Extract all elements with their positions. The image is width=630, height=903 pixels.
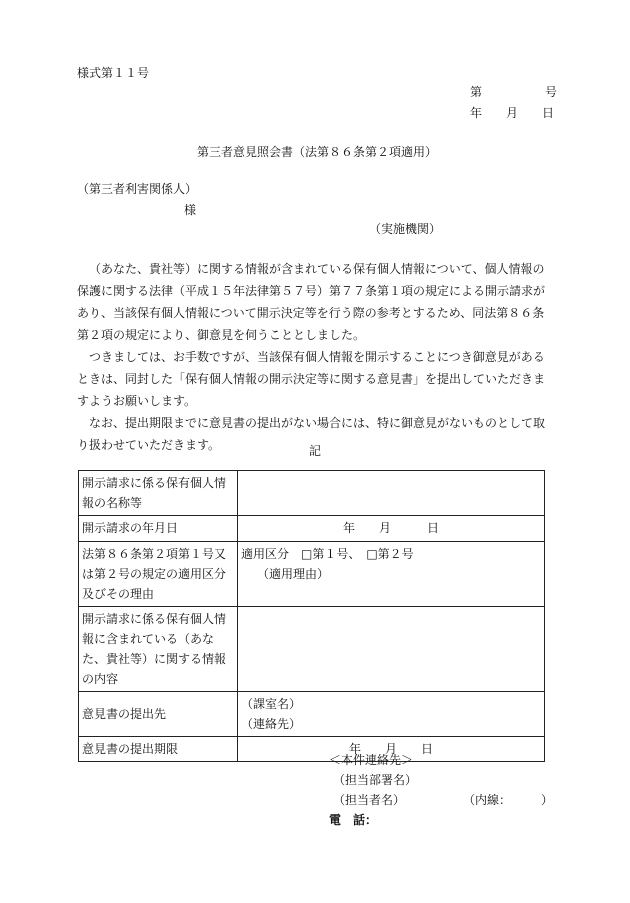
body-paragraph-1: （あなた、貴社等）に関する情報が含まれている保有個人情報について、個人情報の保護に関する法律（平成１５年法律第５７号）第７７条第１項の規定による開示請求があり、当該保有個人情報について開示決定等を行う際の参考とするため、同法第８６条第２項の規定により、御意見を伺うこととしました。 (77, 262, 546, 342)
table-row (79, 516, 545, 542)
contact-person: （担当者名） (333, 793, 406, 807)
contact-department: （担当部署名） (333, 773, 418, 787)
row-request-date-value: 年 月 日 (238, 516, 545, 542)
submission-department: （課室名） (241, 697, 302, 711)
row-info-content-value (238, 607, 545, 692)
row-request-name-value (238, 471, 545, 516)
row-submission-to-value (238, 692, 545, 737)
table-row (79, 542, 545, 607)
row-deadline-value: 年 月 日 (238, 737, 545, 762)
row-submission-to-label: 意見書の提出先 (79, 692, 238, 737)
category-reason: （適用理由） (257, 567, 330, 581)
document-title: 第三者意見照会書（法第８６条第２項適用） (197, 145, 438, 159)
submission-contact: （連絡先） (241, 717, 302, 731)
table-row (79, 737, 545, 762)
body-paragraph-3: なお、提出期限までに意見書の提出がない場合には、特に御意見がないものとして取り扱わせていただきます。 (77, 416, 546, 452)
row-deadline-label: 意見書の提出期限 (79, 737, 238, 762)
ki-heading: 記 (309, 444, 322, 458)
table-row (79, 692, 545, 737)
document-number-line: 第 号 (470, 85, 558, 99)
row-info-content-label: 開示請求に係る保有個人情報に含まれている（あなた、貴社等）に関する情報の内容 (79, 607, 238, 692)
body-text (77, 258, 549, 456)
row-category-label: 法第８６条第２項第１号又は第２号の規定の適用区分及びその理由 (79, 542, 238, 607)
table-row (79, 607, 545, 692)
form-number: 様式第１１号 (77, 66, 150, 80)
document-date-line: 年 月 日 (470, 106, 555, 120)
issuing-agency: （実施機関） (369, 222, 442, 236)
table-row (79, 471, 545, 516)
addressee-label: （第三者利害関係人） (77, 182, 198, 196)
row-category-value (238, 542, 545, 607)
row-request-date-label: 開示請求の年月日 (79, 516, 238, 542)
inquiry-table (78, 470, 545, 762)
contact-phone: 電 話： (329, 813, 378, 827)
contact-extension: （内線： ） (463, 793, 554, 807)
category-checkboxes: 適用区分 □第１号、 □第２号 (241, 547, 414, 561)
row-request-name-label: 開示請求に係る保有個人情報の名称等 (79, 471, 238, 516)
body-paragraph-2: つきましては、お手数ですが、当該保有個人情報を開示することにつき御意見があるときは、同封した「保有個人情報の開示決定等に関する意見書」を提出していただきますようお願いします。 (77, 350, 546, 408)
addressee-honorific: 様 (184, 203, 197, 217)
contact-heading: ＜本件連絡先＞ (329, 753, 414, 767)
